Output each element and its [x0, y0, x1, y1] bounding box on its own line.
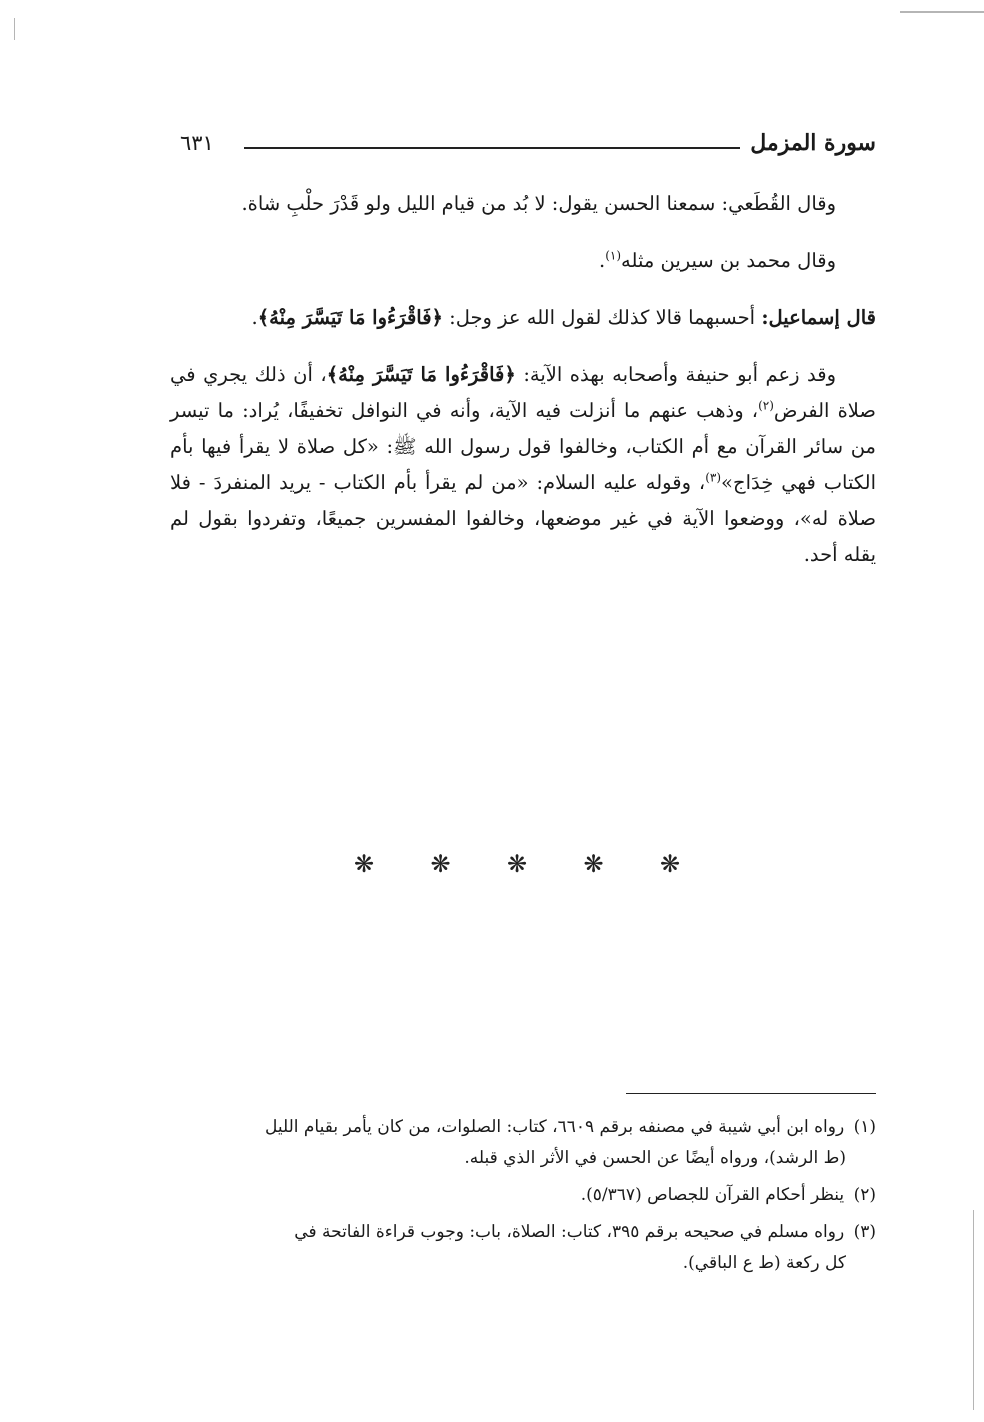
scan-mark-right-lower	[973, 1210, 974, 1410]
paragraph-ismail	[170, 300, 876, 336]
footnote-3	[170, 1217, 876, 1279]
paragraph-abu-hanifa	[170, 357, 876, 573]
speaker-ismail: قال إسماعيل:	[761, 306, 876, 329]
scan-mark-left	[14, 18, 15, 40]
footnote-rule	[626, 1093, 876, 1094]
asterism-icon: ❋	[583, 850, 604, 878]
paragraph-ismail-text: أحسبهما قالا كذلك لقول الله عز وجل:	[449, 306, 756, 329]
asterism-icon: ❋	[353, 850, 375, 878]
paragraph-abu-hanifa-d: ، وقوله عليه السلام: «من لم يقرأ بأم الكتاب - يريد المنفردَ - فلا صلاة له»، ووضعوا الآية في غير موضعها، وخالفوا المفسرين جميعًا، وتفردوا بقول لم يقله أحد.	[170, 471, 876, 566]
running-title: سورة المزمل	[750, 130, 876, 156]
footnote-1	[170, 1112, 876, 1174]
paragraph-qutai	[170, 186, 876, 222]
section-separator	[352, 852, 682, 892]
footnote-1-number: (١)	[853, 1117, 876, 1137]
paragraph-abu-hanifa-a: وقد زعم أبو حنيفة وأصحابه بهذه الآية:	[523, 363, 837, 386]
paragraph-qutai-text: وقال القُطَعي: سمعنا الحسن يقول: لا بُد من قيام الليل ولو قَدْرَ حلْبِ شاة.	[241, 192, 836, 215]
footnote-2-text: ينظر أحكام القرآن للجصاص (٥/٣٦٧).	[580, 1185, 845, 1205]
footnote-ref-2[interactable]: (٢)	[758, 398, 774, 413]
footnote-ref-1[interactable]: (١)	[605, 248, 622, 263]
footnote-ref-3[interactable]: (٣)	[705, 470, 722, 485]
paragraph-ibn-sirin-text: وقال محمد بن سيرين مثله	[621, 249, 836, 272]
quran-verse-2: ﴿فَاقْرَءُوا مَا تَيَسَّرَ مِنْهُ﴾	[326, 363, 516, 386]
asterism-icon: ❋	[430, 850, 451, 878]
footnote-1-line2: (ط الرشد)، ورواه أيضًا عن الحسن في الأثر الذي قبله.	[464, 1148, 846, 1168]
paragraph-ibn-sirin-end: .	[599, 249, 606, 272]
footnote-3-line2: كل ركعة (ط ع الباقي).	[682, 1253, 846, 1273]
main-text	[170, 186, 876, 594]
page-number: ٦٣١	[180, 131, 214, 155]
paragraph-ibn-sirin	[170, 243, 876, 279]
header-rule	[244, 147, 740, 149]
paragraph-abu-hanifa-c: ، وذهب عنهم ما أنزلت فيه الآية، وأنه في النوافل تخفيفًا، يُراد: ما تيسر من سائر القرآن مع أم الكتاب، وخالفوا قول رسول الله ﷺ: «كل صلاة لا يقرأ فيها بأم الكتاب فهي خِدَاج»	[170, 399, 877, 494]
quran-verse: ﴿فَاقْرَءُوا مَا تَيَسَّرَ مِنْهُ﴾	[257, 306, 443, 329]
asterism-icon: ❋	[506, 850, 528, 878]
paragraph-abu-hanifa-b: ، أن ذلك يجري في صلاة الفرض	[170, 363, 876, 422]
footnote-3-number: (٣)	[853, 1222, 876, 1242]
footnote-1-line1: رواه ابن أبي شيبة في مصنفه برقم ٦٦٠٩، كتاب: الصلوات، من كان يأمر بقيام الليل	[264, 1117, 845, 1137]
footnotes	[170, 1112, 876, 1285]
footnote-3-line1: رواه مسلم في صحيحه برقم ٣٩٥، كتاب: الصلاة، باب: وجوب قراءة الفاتحة في	[294, 1222, 845, 1242]
footnote-2	[170, 1180, 876, 1211]
scan-mark-top-right	[900, 11, 984, 13]
page-header	[180, 128, 876, 162]
paragraph-ismail-end: .	[251, 306, 258, 329]
footnote-2-number: (٢)	[853, 1185, 876, 1205]
asterism-icon: ❋	[659, 850, 681, 878]
